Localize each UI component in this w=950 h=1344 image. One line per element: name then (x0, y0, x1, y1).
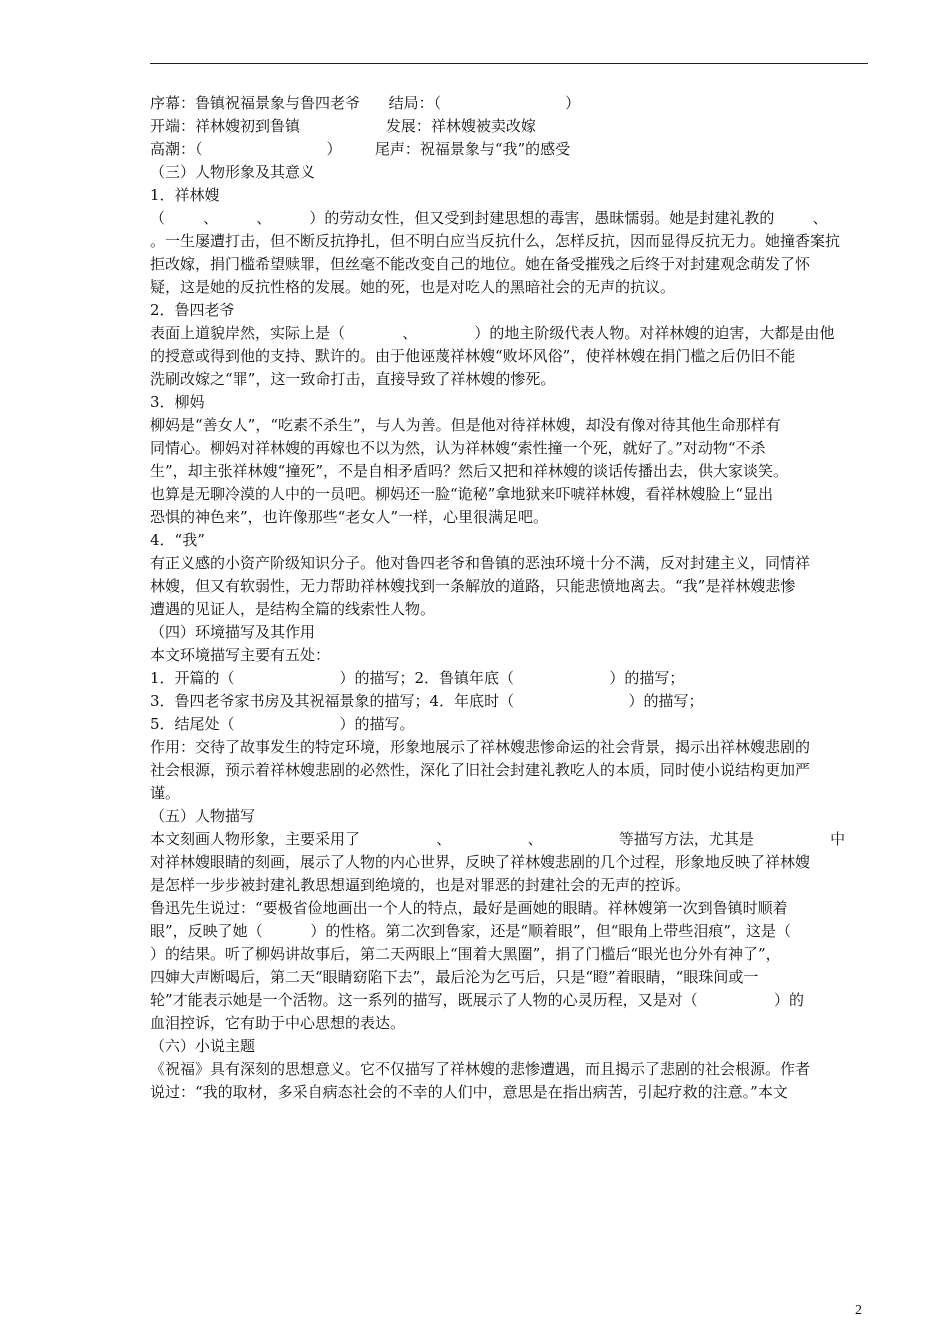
text-line: 5．结尾处（ ）的描写。 (150, 715, 415, 733)
text-line: 眼”，反映了她（ ）的性格。第二次到鲁家，还是“顺着眼”，但“眼角上带些泪痕”，这是（ (150, 922, 792, 940)
text-line: 血泪控诉，它有助于中心思想的表达。 (150, 1014, 406, 1032)
text-line: 表面上道貌岸然，实际上是（ 、 ）的地主阶级代表人物。对祥林嫂的迫害，大都是由他 (150, 324, 835, 342)
text-line: 洗刷改嫁之“罪”，这一致命打击，直接导致了祥林嫂的惨死。 (150, 370, 556, 388)
text-line: 有正义感的小资产阶级知识分子。他对鲁四老爷和鲁镇的恶浊环境十分不满，反对封建主义，同情祥 (150, 554, 811, 572)
text-line: 疑，这是她的反抗性格的发展。她的死，也是对吃人的黑暗社会的无声的抗议。 (150, 278, 676, 296)
character-title: 4．“我” (150, 531, 205, 549)
section-heading: （四）环境描写及其作用 (150, 623, 316, 641)
text-line: 遭遇的见证人，是结构全篇的线索性人物。 (150, 600, 436, 618)
text-line: 轮”才能表示她是一个活物。这一系列的描写，既展示了人物的心灵历程，又是对（ ）的 (150, 991, 804, 1009)
text-line: 谨。 (150, 784, 181, 802)
text-line: 鲁迅先生说过：“要极省俭地画出一个人的特点，最好是画她的眼睛。祥林嫂第一次到鲁镇时顺着 (150, 899, 788, 917)
section-heading: （五）人物描写 (150, 807, 256, 825)
text-line: 拒改嫁，捐门槛希望赎罪，但丝毫不能改变自己的地位。她在备受摧残之后终于对封建观念萌发了怀 (150, 255, 811, 273)
text-line: 社会根源，预示着祥林嫂悲剧的必然性，深化了旧社会封建礼教吃人的本质，同时使小说结构更加严 (150, 761, 811, 779)
character-title: 1．祥林嫂 (150, 186, 220, 204)
text-line: （ 、 、 ）的劳动女性，但又受到封建思想的毒害，愚昧懦弱。她是封建礼教的 、 (150, 209, 828, 227)
text-line: 《祝福》具有深刻的思想意义。它不仅描写了祥林嫂的悲惨遭遇，而且揭示了悲剧的社会根源。作者 (150, 1060, 811, 1078)
character-title: 3．柳妈 (150, 393, 205, 411)
section-environment (150, 621, 868, 805)
text-line: 1．开篇的（ ）的描写；2．鲁镇年底（ ）的描写； (150, 669, 685, 687)
text-line: ）的结果。听了柳妈讲故事后，第二天两眼上“围着大黑圈”，捐了门槛后“眼光也分外有神了”， (150, 945, 781, 963)
document-body (150, 92, 868, 1104)
character-title: 2．鲁四老爷 (150, 301, 235, 319)
outline-row: 序幕：鲁镇祝福景象与鲁四老爷 结局：（ ） (150, 94, 581, 112)
text-line: 柳妈是“善女人”，“吃素不杀生”，与人为善。但是他对待祥林嫂，却没有像对待其他生命那样有 (150, 416, 781, 434)
text-line: 林嫂，但又有软弱性，无力帮助祥林嫂找到一条解放的道路，只能悲愤地离去。“我”是祥林嫂悲惨 (150, 577, 796, 595)
text-line: 也算是无聊冷漠的人中的一员吧。柳妈还一脸“诡秘”拿地狱来吓唬祥林嫂，看祥林嫂脸上“显出 (150, 485, 774, 503)
section-heading: （三）人物形象及其意义 (150, 163, 316, 181)
text-line: 同情心。柳妈对祥林嫂的再嫁也不以为然，认为祥林嫂“索性撞一个死，就好了。”对动物“不杀 (150, 439, 766, 457)
text-line: 生”，却主张祥林嫂“撞死”，不是自相矛盾吗？然后又把和祥林嫂的谈话传播出去，供大家谈笑。 (150, 462, 789, 480)
text-line: 3．鲁四老爷家书房及其祝福景象的描写；4．年底时（ ）的描写； (150, 692, 704, 710)
text-line: 作用：交待了故事发生的特定环境，形象地展示了祥林嫂悲惨命运的社会背景，揭示出祥林嫂悲剧的 (150, 738, 811, 756)
text-line: 说过：“我的取材，多采自病态社会的不幸的人们中，意思是在指出病苦，引起疗救的注意。”本文 (150, 1083, 788, 1101)
text-line: 恐惧的神色来”，也许像那些“老女人”一样，心里很满足吧。 (150, 508, 549, 526)
section-heading: （六）小说主题 (150, 1037, 256, 1055)
section-theme (150, 1035, 868, 1104)
text-line: 是怎样一步步被封建礼教思想逼到绝境的，也是对罪恶的封建社会的无声的控诉。 (150, 876, 691, 894)
text-line: 四婶大声断喝后，第二天“眼睛窈陷下去”，最后沦为乞丐后，只是“瞪”着眼睛，“眼珠间或一 (150, 968, 759, 986)
section-character-depiction (150, 805, 868, 1035)
text-line: 本文环境描写主要有五处： (150, 646, 331, 664)
outline-row: 开端：祥林嫂初到鲁镇 发展：祥林嫂被卖改嫁 (150, 117, 536, 135)
page-number: 2 (855, 1303, 862, 1318)
outline-row: 高潮：（ ） 尾声：祝福景象与“我”的感受 (150, 140, 571, 158)
text-line: 对祥林嫂眼睛的刻画，展示了人物的内心世界，反映了祥林嫂悲剧的几个过程，形象地反映了祥林嫂 (150, 853, 811, 871)
section-characters (150, 161, 868, 621)
text-line: 。一生屡遭打击，但不断反抗挣扎，但不明白应当反抗什么，怎样反抗，因而显得反抗无力。她撞香案抗 (150, 232, 841, 250)
plot-outline (150, 92, 868, 161)
text-line: 本文刻画人物形象，主要采用了 、 、 等描写方法，尤其是 中 (150, 830, 846, 848)
text-line: 的授意或得到他的支持、默许的。由于他诬蔑祥林嫂“败坏风俗”，使祥林嫂在捐门槛之后仍旧不能 (150, 347, 796, 365)
header-rule (150, 63, 868, 64)
